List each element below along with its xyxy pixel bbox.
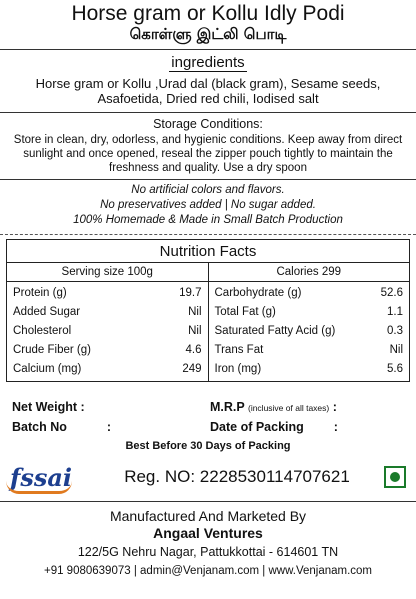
product-title-tamil: கொள்ளு இட்லி பொடி (129, 25, 287, 43)
product-title: Horse gram or Kollu Idly Podi (71, 2, 345, 25)
info-row (12, 398, 404, 418)
nutrient-row: Iron (mg) 5.6 (214, 363, 403, 375)
registration-row (10, 459, 406, 495)
nutrition-body (7, 281, 409, 381)
packing-info (12, 398, 404, 453)
nutrient-row: Protein (g) 19.7 (13, 287, 202, 299)
divider (0, 234, 416, 235)
nutrition-header-row (7, 262, 409, 281)
contact-info: +91 9080639073 | admin@Venjanam.com | www.Venjanam.com (43, 565, 373, 577)
info-row (12, 418, 404, 437)
manufacturer-address: 122/5G Nehru Nagar, Pattukkottai - 614601 TN (77, 545, 339, 559)
nutrient-row: Crude Fiber (g) 4.6 (13, 344, 202, 356)
nutrient-row: Trans Fat Nil (214, 344, 403, 356)
nutrition-right-column (208, 282, 410, 381)
ingredients-text: Horse gram or Kollu ,Urad dal (black gram), Sesame seeds, Asafoetida, Dried red chili, Iodised salt (35, 76, 381, 106)
veg-mark-icon (384, 466, 406, 488)
divider (0, 501, 416, 502)
nutrient-row: Total Fat (g) 1.1 (214, 306, 403, 318)
calories: Calories 299 (208, 263, 410, 281)
ingredients-heading: ingredients (171, 54, 245, 71)
net-weight-label: Net Weight : (12, 400, 85, 414)
note-line: No artificial colors and flavors. (131, 184, 285, 196)
product-label (0, 2, 416, 599)
manufacturer-heading: Manufactured And Marketed By (109, 508, 307, 524)
date-of-packing-label: Date of Packing : (210, 420, 338, 434)
serving-size: Serving size 100g (61, 266, 153, 278)
divider (0, 49, 416, 50)
note-line: No preservatives added | No sugar added. (100, 199, 316, 211)
storage-heading: Storage Conditions: (153, 117, 263, 131)
nutrient-row: Saturated Fatty Acid (g) 0.3 (214, 325, 403, 337)
note-line: 100% Homemade & Made in Small Batch Production (73, 214, 343, 226)
nutrition-left-column (7, 282, 208, 381)
divider (0, 179, 416, 180)
manufacturer-name: Angaal Ventures (153, 525, 263, 541)
nutrition-title: Nutrition Facts (159, 243, 257, 260)
nutrient-row: Calcium (mg) 249 (13, 363, 202, 375)
storage-text: Store in clean, dry, odorless, and hygienic conditions. Keep away from direct sunlight and once opened, reseal the zipper pouch tightly to maintain the freshness and quality. Use a dry spoon (13, 134, 403, 174)
best-before: Best Before 30 Days of Packing (125, 440, 291, 452)
nutrient-row: Carbohydrate (g) 52.6 (214, 287, 403, 299)
mrp-label: M.R.P (inclusive of all taxes) : (210, 400, 337, 414)
product-notes (6, 183, 410, 228)
nutrition-table (6, 239, 410, 382)
divider (0, 112, 416, 113)
fssai-logo: fssai (10, 463, 90, 492)
nutrient-row: Cholesterol Nil (13, 325, 202, 337)
nutrient-row: Added Sugar Nil (13, 306, 202, 318)
registration-number: Reg. NO: 2228530114707621 (124, 467, 350, 486)
batch-label: Batch No : (12, 420, 112, 434)
